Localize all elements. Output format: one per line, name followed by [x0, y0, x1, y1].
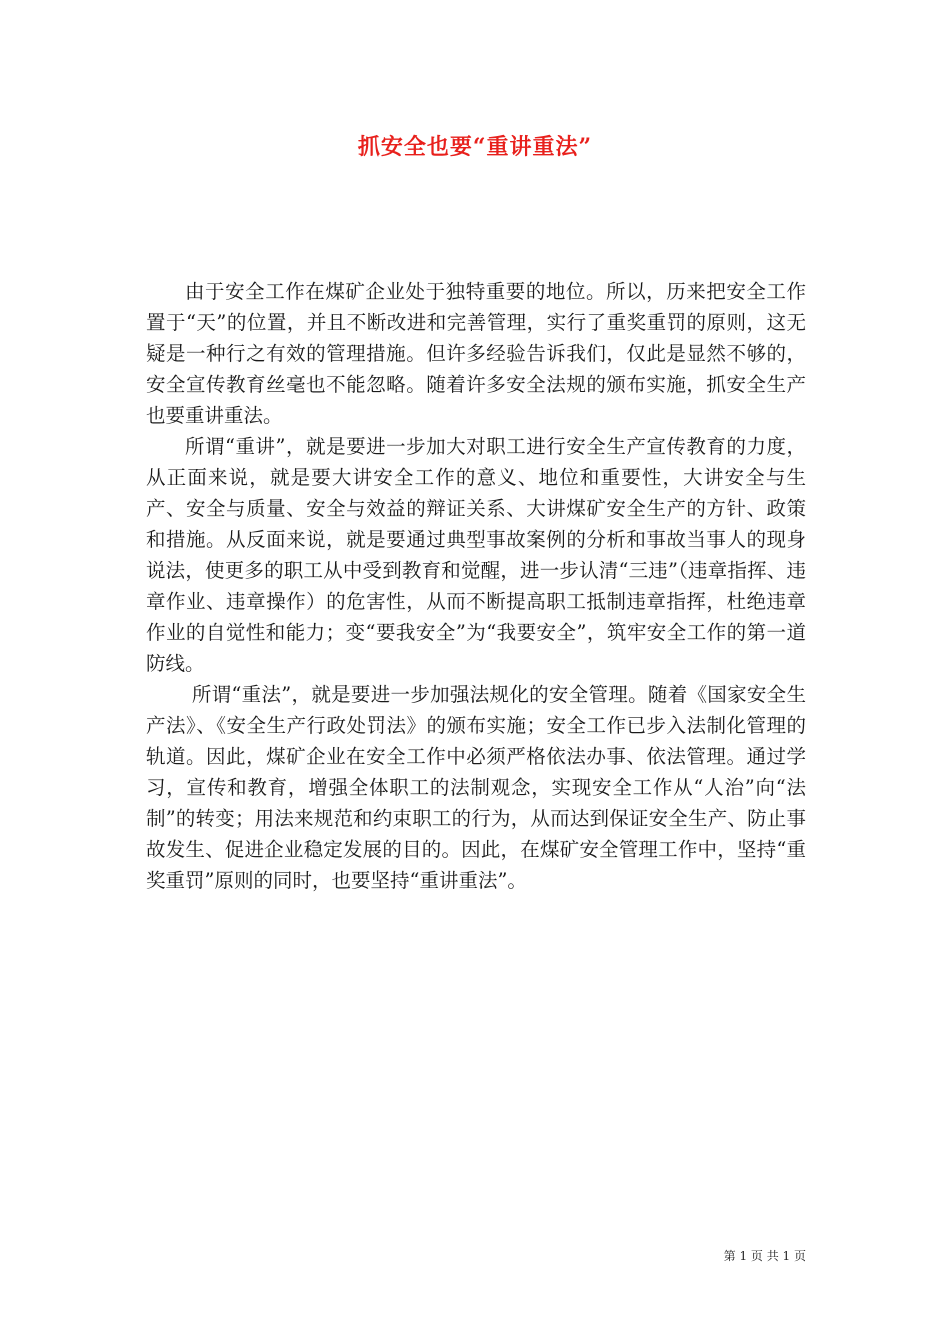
paragraph-zhongjiang: 所谓“重讲”，就是要进一步加大对职工进行安全生产宣传教育的力度，从正面来说，就是要大讲安全工作的意义、地位和重要性，大讲安全与生产、安全与质量、安全与效益的辩证关系、大讲煤矿安全生产的方针、政策和措施。从反面来说，就是要通过典型事故案例的分析和事故当事人的现身说法，使更多的职工从中受到教育和觉醒，进一步认清“三违”（违章指挥、违章作业、违章操作）的危害性，从而不断提高职工抵制违章指挥，杜绝违章作业的自觉性和能力；变“要我安全”为“我要安全”，筑牢安全工作的第一道防线。	[146, 435, 806, 675]
document-body	[146, 276, 806, 896]
page-number-footer: 第 1 页 共 1 页	[723, 1249, 806, 1263]
document-title: 抓安全也要“重讲重法”	[357, 134, 593, 160]
paragraph-zhongfa: 所谓“重法”，就是要进一步加强法规化的安全管理。随着《国家安全生产法》、《安全生产行政处罚法》的颁布实施；安全工作已步入法制化管理的轨道。因此，煤矿企业在安全工作中必须严格依法办事、依法管理。通过学习，宣传和教育，增强全体职工的法制观念，实现安全工作从“人治”向“法制”的转变；用法来规范和约束职工的行为，从而达到保证安全生产、防止事故发生、促进企业稳定发展的目的。因此，在煤矿安全管理工作中，坚持“重奖重罚”原则的同时，也要坚持“重讲重法”。	[146, 683, 806, 892]
paragraph-intro: 由于安全工作在煤矿企业处于独特重要的地位。所以，历来把安全工作置于“天”的位置，并且不断改进和完善管理，实行了重奖重罚的原则，这无疑是一种行之有效的管理措施。但许多经验告诉我们，仅此是显然不够的，安全宣传教育丝毫也不能忽略。随着许多安全法规的颁布实施，抓安全生产也要重讲重法。	[146, 280, 806, 427]
